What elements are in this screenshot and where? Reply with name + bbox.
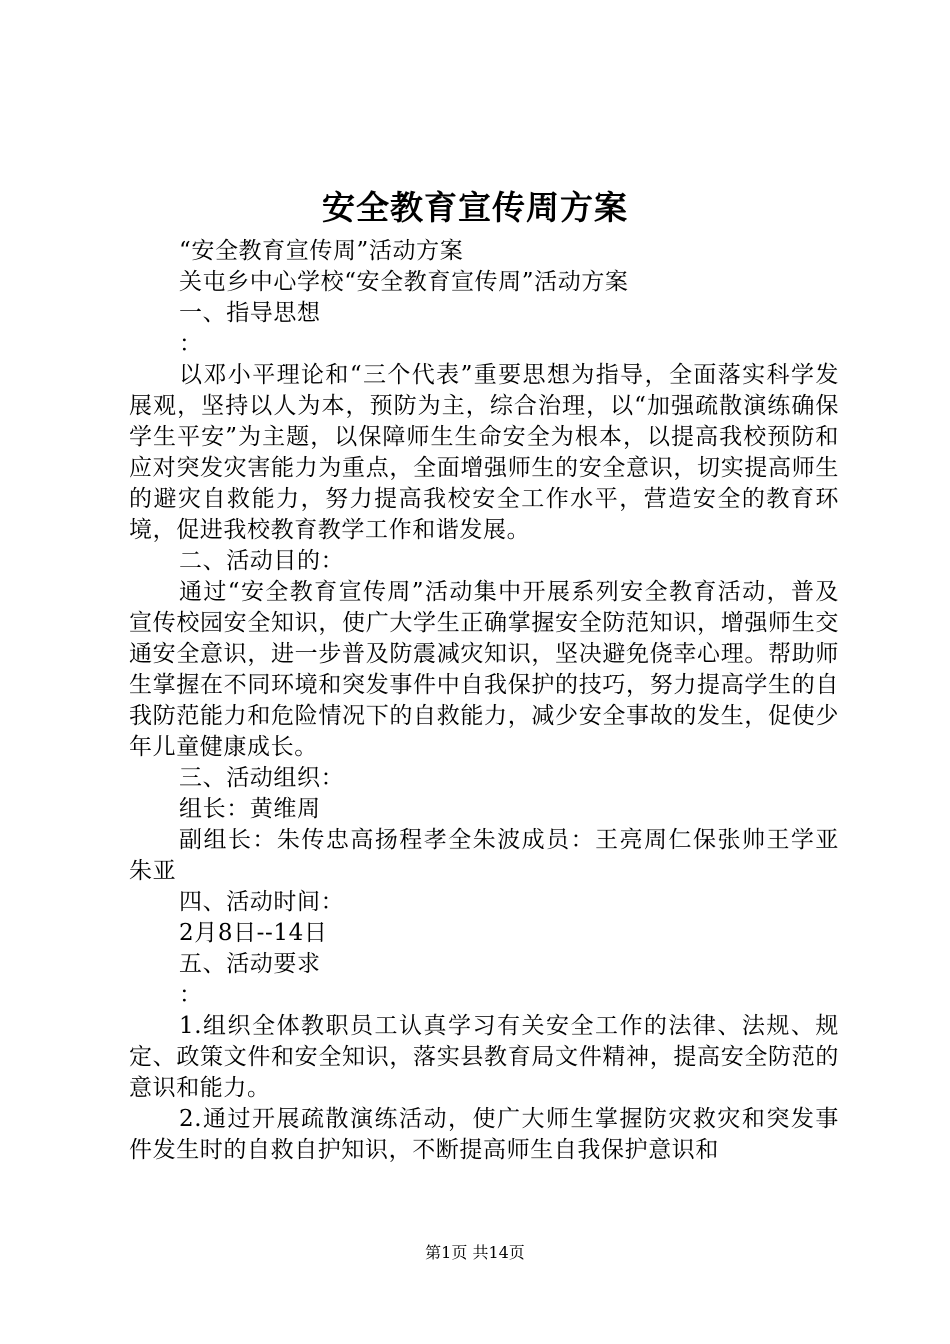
paragraph-activity-plan-heading: “安全教育宣传周”活动方案 (179, 238, 464, 264)
section-heading-activity-purpose: 二、活动目的： (179, 548, 345, 574)
document-body (129, 236, 839, 1166)
section-heading-activity-organization: 三、活动组织： (179, 765, 345, 791)
paragraph-school-plan-heading: 关屯乡中心学校“安全教育宣传周”活动方案 (179, 269, 629, 295)
paragraph-activity-dates: 2月8日--14日 (179, 920, 328, 946)
paragraph-requirement-1: 1.组织全体教职员工认真学习有关安全工作的法律、法规、规定、政策文件和安全知识，落实县教育局文件精神，提高安全防范的意识和能力。 (129, 1013, 839, 1101)
paragraph-team-leader: 组长：黄维周 (179, 796, 321, 822)
section-heading-guiding-ideology: 一、指导思想 (179, 300, 321, 326)
page-number-footer: 第1页 共14页 (425, 1243, 525, 1262)
paragraph-colon: ： (179, 331, 203, 357)
paragraph-requirement-2: 2.通过开展疏散演练活动，使广大师生掌握防灾救灾和突发事件发生时的自救自护知识，不断提高师生自我保护意识和 (129, 1106, 839, 1163)
paragraph-deputy-leaders-members: 副组长：朱传忠高扬程孝全朱波成员：王亮周仁保张帅王学亚朱亚 (129, 827, 839, 884)
document-title: 安全教育宣传周方案 (322, 188, 628, 227)
paragraph-activity-purpose: 通过“安全教育宣传周”活动集中开展系列安全教育活动，普及宣传校园安全知识，使广大学生正确掌握安全防范知识，增强师生交通安全意识，进一步普及防震减灾知识，坚决避免侥幸心理。帮助师生掌握在不同环境和突发事件中自我保护的技巧，努力提高学生的自我防范能力和危险情况下的自救能力，减少安全事故的发生，促使少年儿童健康成长。 (129, 579, 839, 760)
paragraph-guiding-ideology: 以邓小平理论和“三个代表”重要思想为指导，全面落实科学发展观，坚持以人为本，预防为主，综合治理，以“加强疏散演练确保学生平安”为主题，以保障师生生命安全为根本，以提高我校预防和应对突发灾害能力为重点，全面增强师生的安全意识，切实提高师生的避灾自救能力，努力提高我校安全工作水平，营造安全的教育环境，促进我校教育教学工作和谐发展。 (129, 362, 839, 543)
section-heading-activity-requirements: 五、活动要求 (179, 951, 321, 977)
paragraph-colon-2: ： (179, 982, 203, 1008)
section-heading-activity-time: 四、活动时间： (179, 889, 345, 915)
